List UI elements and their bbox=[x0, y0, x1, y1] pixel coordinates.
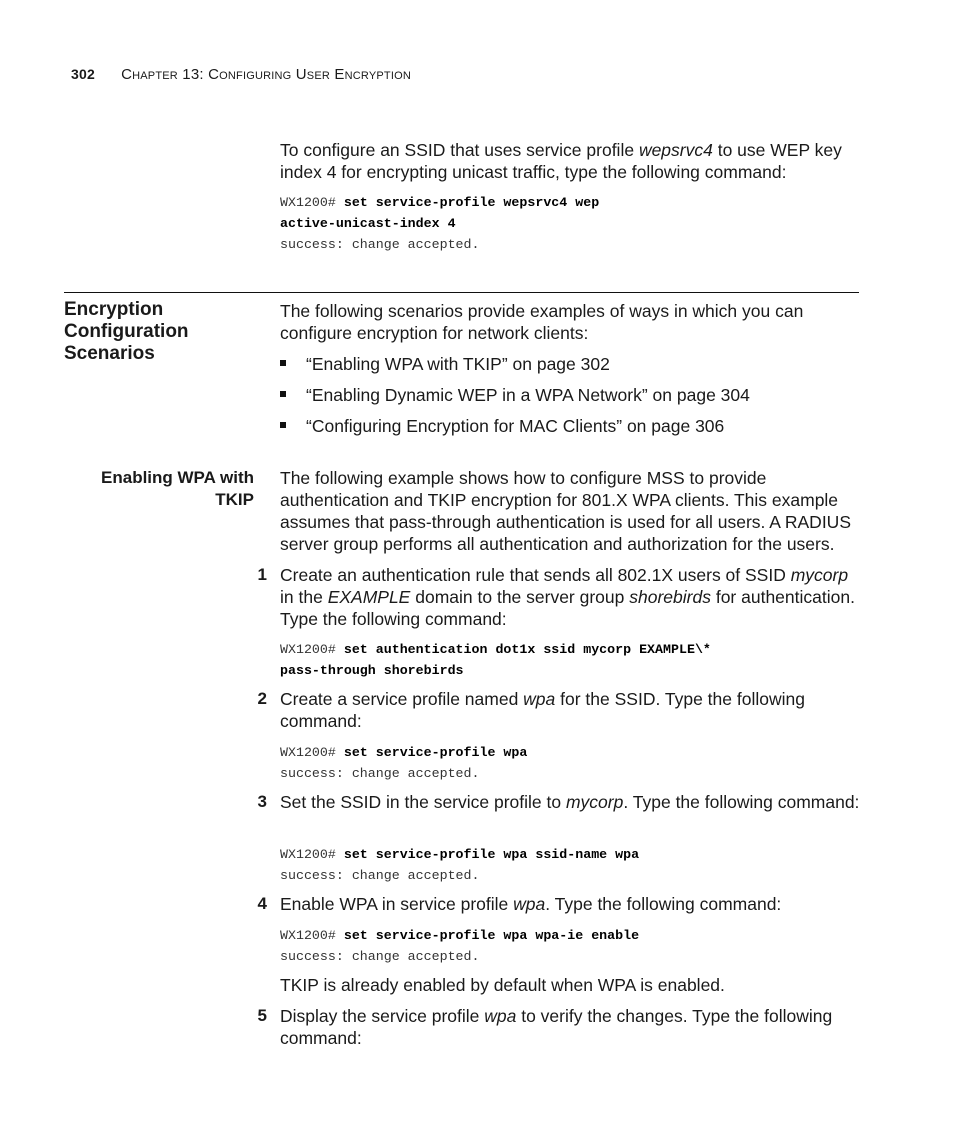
step-em: wpa bbox=[513, 894, 546, 914]
bullet-link-text: “Enabling Dynamic WEP in a WPA Network” on page 304 bbox=[306, 385, 750, 405]
step-text-part: in the bbox=[280, 587, 328, 607]
cli-command-continued: pass-through shorebirds bbox=[280, 663, 464, 678]
section-heading: Encryption Configuration Scenarios bbox=[64, 299, 189, 364]
cli-prompt: WX1200# bbox=[280, 642, 344, 657]
step-em: mycorp bbox=[565, 792, 624, 812]
step-text-part: Create a service profile named bbox=[280, 689, 524, 709]
step-text bbox=[280, 564, 860, 630]
step-text-part: domain to the server group bbox=[410, 587, 630, 607]
step-text-part: Enable WPA in service profile bbox=[280, 894, 514, 914]
step-em: mycorp bbox=[790, 565, 849, 585]
step-number: 5 bbox=[257, 1006, 267, 1025]
step2-code-block bbox=[280, 742, 527, 784]
bullet-link-text: “Enabling WPA with TKIP” on page 302 bbox=[306, 354, 610, 374]
step-number: 2 bbox=[257, 689, 267, 708]
intro-paragraph bbox=[280, 139, 860, 183]
cli-output: success: change accepted. bbox=[280, 868, 480, 883]
section-divider bbox=[64, 292, 859, 293]
intro-text-1: To configure an SSID that uses service profile bbox=[280, 140, 639, 160]
cli-output: success: change accepted. bbox=[280, 766, 480, 781]
cli-prompt: WX1200# bbox=[280, 745, 344, 760]
step-number: 1 bbox=[257, 565, 267, 584]
step-text-part: Display the service profile bbox=[280, 1006, 485, 1026]
step-note: TKIP is already enabled by default when WPA is enabled. bbox=[280, 975, 725, 995]
bullet-square-icon bbox=[280, 360, 286, 366]
cli-command: set service-profile wepsrvc4 wep bbox=[343, 195, 600, 210]
step-text-part: to verify the changes. Type the following command: bbox=[280, 1006, 833, 1048]
cli-output: success: change accepted. bbox=[280, 949, 480, 964]
subsection-heading: Enabling WPA with TKIP bbox=[101, 468, 254, 509]
step-em: EXAMPLE bbox=[327, 587, 411, 607]
step-number: 3 bbox=[257, 792, 267, 811]
cli-command: set authentication dot1x ssid mycorp EXAMPLE\* bbox=[343, 642, 711, 657]
intro-text-2: to use WEP key index 4 for encrypting unicast traffic, type the following command: bbox=[280, 140, 842, 182]
step4-code-block bbox=[280, 925, 639, 967]
intro-em-wepsrvc4: wepsrvc4 bbox=[638, 140, 713, 160]
step-em: wpa bbox=[484, 1006, 517, 1026]
step-number: 4 bbox=[257, 894, 267, 913]
step-em: shorebirds bbox=[629, 587, 711, 607]
step-text bbox=[280, 1005, 860, 1049]
cli-output: success: change accepted. bbox=[280, 237, 480, 252]
step-text bbox=[280, 688, 860, 732]
step1-code-block bbox=[280, 639, 711, 681]
step-em: wpa bbox=[523, 689, 556, 709]
step-text-part: . Type the following command: bbox=[623, 792, 860, 812]
cli-prompt: WX1200# bbox=[280, 195, 344, 210]
step-text bbox=[280, 893, 860, 915]
step-text-part: Create an authentication rule that sends all 802.1X users of SSID bbox=[280, 565, 791, 585]
step-text-part: Set the SSID in the service profile to bbox=[280, 792, 566, 812]
cli-command-continued: active-unicast-index 4 bbox=[280, 216, 456, 231]
step-text-part: . Type the following command: bbox=[545, 894, 782, 914]
cli-command: set service-profile wpa wpa-ie enable bbox=[343, 928, 640, 943]
bullet-item bbox=[280, 415, 724, 437]
bullet-square-icon bbox=[280, 391, 286, 397]
page-number: 302 bbox=[71, 66, 95, 82]
bullet-item bbox=[280, 384, 750, 406]
cli-command: set service-profile wpa bbox=[343, 745, 528, 760]
cli-prompt: WX1200# bbox=[280, 928, 344, 943]
step-text-part: for authentication. Type the following command: bbox=[280, 587, 855, 629]
intro-code-block bbox=[280, 192, 599, 255]
step-text-part: for the SSID. Type the following command: bbox=[280, 689, 805, 731]
cli-command: set service-profile wpa ssid-name wpa bbox=[343, 847, 640, 862]
bullet-square-icon bbox=[280, 422, 286, 428]
running-header bbox=[71, 66, 411, 83]
step3-code-block bbox=[280, 844, 639, 886]
section-intro: The following scenarios provide examples of ways in which you can configure encryption for network clients: bbox=[280, 301, 804, 343]
subsection-intro: The following example shows how to configure MSS to provide authentication and TKIP encryption for 801.X WPA clients. This example assumes that pass-through authentication is used for all users. A RADIUS server group performs all authentication and authorization for the users. bbox=[280, 468, 851, 554]
step-text bbox=[280, 791, 860, 813]
bullet-item bbox=[280, 353, 610, 375]
bullet-link-text: “Configuring Encryption for MAC Clients” on page 306 bbox=[306, 416, 725, 436]
chapter-title: Chapter 13: Configuring User Encryption bbox=[121, 66, 411, 83]
cli-prompt: WX1200# bbox=[280, 847, 344, 862]
